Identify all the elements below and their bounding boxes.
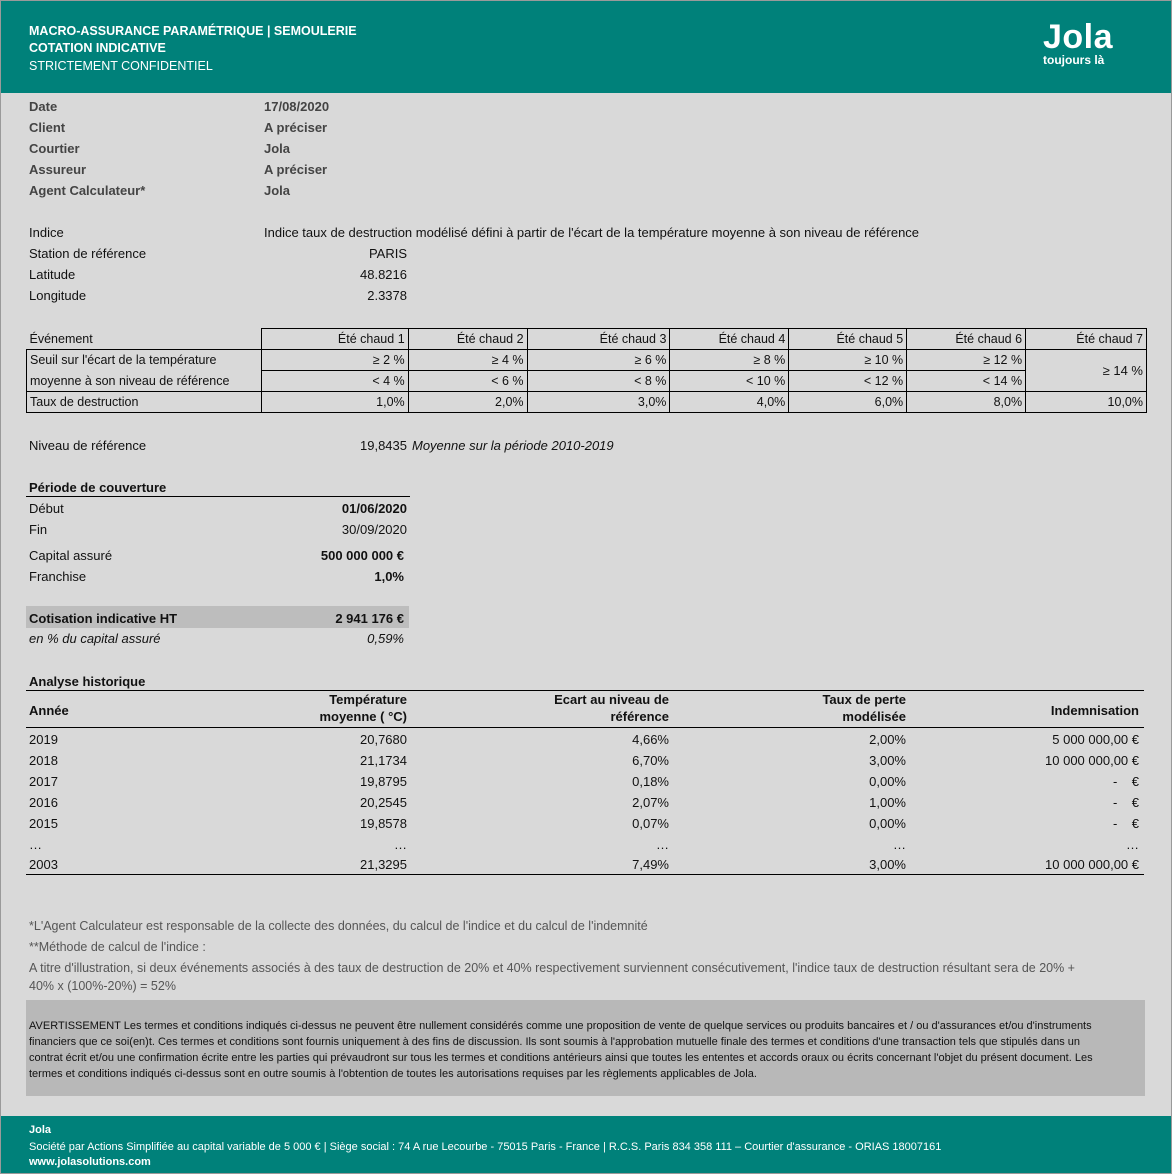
history-indemn: … bbox=[1126, 837, 1139, 852]
threshold-lower: ≥ 4 % bbox=[408, 350, 527, 371]
event-label: Événement bbox=[27, 329, 262, 350]
footer-legal: Société par Actions Simplifiée au capital variable de 5 000 € | Siège social : 74 A rue Lecourbe - 75015 Paris - France | R.C.S. Paris 834 358 111 – Courtier d'assurance - ORIAS 18007161 bbox=[29, 1141, 942, 1153]
history-temp: 21,3295 bbox=[360, 857, 407, 872]
event-name: Été chaud 5 bbox=[789, 329, 907, 350]
history-year: … bbox=[29, 837, 42, 852]
info-label-client: Client bbox=[29, 120, 66, 135]
history-loss: 2,00% bbox=[869, 732, 906, 747]
longitude-label: Longitude bbox=[29, 288, 87, 303]
destruction-rate: 2,0% bbox=[408, 392, 527, 413]
history-indemn: 10 000 000,00 € bbox=[1045, 857, 1139, 872]
history-bottom-divider bbox=[26, 874, 1144, 875]
info-label-agent: Agent Calculateur* bbox=[29, 183, 146, 198]
event-name: Été chaud 1 bbox=[261, 329, 408, 350]
history-col-year: Année bbox=[29, 703, 69, 718]
coverage-start-value: 01/06/2020 bbox=[341, 501, 407, 516]
info-value-agent: Jola bbox=[264, 183, 291, 198]
history-row bbox=[28, 837, 1140, 858]
history-top-divider bbox=[26, 690, 1144, 691]
event-name: Été chaud 6 bbox=[907, 329, 1026, 350]
station-label: Station de référence bbox=[29, 246, 147, 261]
threshold-lower-row bbox=[27, 350, 1147, 371]
history-loss: 0,00% bbox=[869, 774, 906, 789]
document-title: MACRO-ASSURANCE PARAMÉTRIQUE | SEMOULERIE bbox=[29, 24, 357, 38]
history-row bbox=[28, 732, 1140, 753]
threshold-upper: < 8 % bbox=[527, 371, 670, 392]
footnote-method-line1: A titre d'illustration, si deux événements associés à des taux de destruction de 20% et 40% respectivement surviennent consécutivement, l'indice taux de destruction résultant sera de 20% + bbox=[29, 961, 1075, 975]
index-value: Indice taux de destruction modélisé défini à partir de l'écart de la température moyenne à son niveau de référence bbox=[264, 225, 920, 240]
history-gap: 2,07% bbox=[632, 795, 669, 810]
history-year: 2018 bbox=[29, 753, 58, 768]
header-banner bbox=[1, 1, 1171, 93]
threshold-upper: < 6 % bbox=[408, 371, 527, 392]
info-label-insurer: Assureur bbox=[29, 162, 87, 177]
history-indemn: - € bbox=[1112, 795, 1139, 810]
history-header-divider bbox=[26, 727, 1144, 728]
history-col-gap-1: Ecart au niveau de bbox=[554, 692, 669, 707]
document-subtitle: COTATION INDICATIVE bbox=[29, 41, 166, 55]
history-year: 2019 bbox=[29, 732, 58, 747]
reference-value: 19,8435 bbox=[360, 438, 407, 453]
history-row bbox=[28, 774, 1140, 795]
footnote-method-title: **Méthode de calcul de l'indice : bbox=[29, 940, 206, 954]
premium-value: 2 941 176 € bbox=[335, 611, 404, 626]
history-loss: … bbox=[893, 837, 906, 852]
footer-banner bbox=[1, 1116, 1171, 1173]
destruction-row bbox=[27, 392, 1147, 413]
history-temp: 19,8578 bbox=[360, 816, 407, 831]
threshold-lower: ≥ 8 % bbox=[670, 350, 789, 371]
footnote-method-line2: 40% x (100%-20%) = 52% bbox=[29, 979, 176, 993]
history-col-loss-2: modélisée bbox=[842, 709, 906, 724]
destruction-rate: 8,0% bbox=[907, 392, 1026, 413]
history-col-indemn: Indemnisation bbox=[1050, 703, 1139, 718]
history-indemn: 10 000 000,00 € bbox=[1045, 753, 1139, 768]
history-col-temp-1: Température bbox=[329, 692, 407, 707]
history-temp: 20,2545 bbox=[360, 795, 407, 810]
capital-label: Capital assuré bbox=[29, 548, 113, 563]
destruction-rate: 1,0% bbox=[261, 392, 408, 413]
history-row bbox=[28, 816, 1140, 837]
coverage-start-label: Début bbox=[29, 501, 64, 516]
coverage-end-label: Fin bbox=[29, 522, 48, 537]
history-loss: 3,00% bbox=[869, 753, 906, 768]
history-row bbox=[28, 753, 1140, 774]
threshold-lower: ≥ 12 % bbox=[907, 350, 1026, 371]
confidentiality-label: STRICTEMENT CONFIDENTIEL bbox=[29, 59, 213, 73]
threshold-label-line1: Seuil sur l'écart de la température bbox=[27, 350, 262, 371]
coverage-title: Période de couverture bbox=[29, 480, 167, 495]
logo-name: Jola bbox=[1043, 18, 1114, 56]
history-temp: 20,7680 bbox=[360, 732, 407, 747]
history-temp: 21,1734 bbox=[360, 753, 407, 768]
info-value-broker: Jola bbox=[264, 141, 291, 156]
destruction-rate: 6,0% bbox=[789, 392, 907, 413]
threshold-upper: < 12 % bbox=[789, 371, 907, 392]
event-name: Été chaud 3 bbox=[527, 329, 670, 350]
event-name: Été chaud 2 bbox=[408, 329, 527, 350]
threshold-upper: < 10 % bbox=[670, 371, 789, 392]
capital-value: 500 000 000 € bbox=[320, 548, 404, 563]
jola-logo bbox=[1043, 19, 1113, 67]
info-value-insurer: A préciser bbox=[264, 162, 328, 177]
events-table bbox=[26, 328, 1147, 413]
history-loss: 3,00% bbox=[869, 857, 906, 872]
premium-pct-label: en % du capital assuré bbox=[29, 631, 161, 646]
threshold-upper: < 14 % bbox=[907, 371, 1026, 392]
history-gap: 6,70% bbox=[632, 753, 669, 768]
longitude-value: 2.3378 bbox=[367, 288, 407, 303]
threshold-lower: ≥ 6 % bbox=[527, 350, 670, 371]
history-col-loss-1: Taux de perte bbox=[822, 692, 906, 707]
franchise-label: Franchise bbox=[29, 569, 87, 584]
premium-label: Cotisation indicative HT bbox=[29, 611, 178, 626]
history-year: 2016 bbox=[29, 795, 58, 810]
latitude-value: 48.8216 bbox=[360, 267, 407, 282]
history-temp: 19,8795 bbox=[360, 774, 407, 789]
station-value: PARIS bbox=[368, 246, 407, 261]
index-label: Indice bbox=[29, 225, 64, 240]
history-gap: 7,49% bbox=[632, 857, 669, 872]
threshold-label-line2: moyenne à son niveau de référence bbox=[27, 371, 262, 392]
event-name: Été chaud 7 bbox=[1026, 329, 1147, 350]
premium-pct-value: 0,59% bbox=[367, 631, 404, 646]
info-value-date: 17/08/2020 bbox=[264, 99, 330, 114]
threshold-upper-row bbox=[27, 371, 1147, 392]
history-title: Analyse historique bbox=[29, 674, 146, 689]
history-gap: 0,07% bbox=[632, 816, 669, 831]
footer-website-link[interactable]: www.jolasolutions.com bbox=[29, 1156, 151, 1168]
history-gap: … bbox=[656, 837, 669, 852]
coverage-divider bbox=[26, 496, 410, 497]
destruction-rate: 10,0% bbox=[1026, 392, 1147, 413]
info-label-broker: Courtier bbox=[29, 141, 80, 156]
footer-company: Jola bbox=[29, 1124, 52, 1136]
reference-label: Niveau de référence bbox=[29, 438, 147, 453]
footnote-agent: *L'Agent Calculateur est responsable de la collecte des données, du calcul de l'indice et du calcul de l'indemnité bbox=[29, 919, 648, 933]
history-indemn: 5 000 000,00 € bbox=[1052, 732, 1139, 747]
franchise-value: 1,0% bbox=[374, 569, 404, 584]
info-value-client: A préciser bbox=[264, 120, 328, 135]
history-loss: 0,00% bbox=[869, 816, 906, 831]
event-name: Été chaud 4 bbox=[670, 329, 789, 350]
threshold-lower: ≥ 10 % bbox=[789, 350, 907, 371]
history-row bbox=[28, 795, 1140, 816]
latitude-label: Latitude bbox=[29, 267, 76, 282]
history-gap: 0,18% bbox=[632, 774, 669, 789]
coverage-end-value: 30/09/2020 bbox=[341, 522, 407, 537]
warning-box bbox=[26, 1000, 1145, 1096]
history-col-gap-2: référence bbox=[610, 709, 669, 724]
info-label-date: Date bbox=[29, 99, 58, 114]
history-year: 2003 bbox=[29, 857, 58, 872]
warning-text: AVERTISSEMENT Les termes et conditions indiqués ci-dessus ne peuvent être nullement considérés comme une proposition de vente de quelque services ou produits bancaires et / ou d'assurances et/ou d'instruments financiers que ce soi(en)t. Ces termes et conditions sont fournis uniquement à des fins de discussion. Ils sont soumis à l'approbation mutuelle finale des termes et conditions d'une transaction tels que stipulés dans un contrat écrit et/ou une confirmation écrite entre les parties qui prévaudront sur tous les termes et conditions antérieurs ainsi que toutes les ententes et accords oraux ou écrits concernant l'objet du présent document. Les termes et conditions indiqués ci-dessus sont en outre soumis à l'obtention de toutes les autorisations requises par les règlements applicables de Jola. bbox=[29, 1020, 1093, 1080]
history-loss: 1,00% bbox=[869, 795, 906, 810]
destruction-label: Taux de destruction bbox=[27, 392, 262, 413]
logo-tagline: toujours là bbox=[1043, 53, 1105, 67]
threshold-upper: < 4 % bbox=[261, 371, 408, 392]
history-gap: 4,66% bbox=[632, 732, 669, 747]
history-indemn: - € bbox=[1112, 816, 1139, 831]
history-indemn: - € bbox=[1112, 774, 1139, 789]
threshold-lower: ≥ 2 % bbox=[261, 350, 408, 371]
threshold-last: ≥ 14 % bbox=[1026, 350, 1147, 392]
destruction-rate: 4,0% bbox=[670, 392, 789, 413]
events-header-row bbox=[27, 329, 1147, 350]
history-year: 2017 bbox=[29, 774, 58, 789]
destruction-rate: 3,0% bbox=[527, 392, 670, 413]
reference-note: Moyenne sur la période 2010-2019 bbox=[412, 438, 614, 453]
history-year: 2015 bbox=[29, 816, 58, 831]
history-temp: … bbox=[394, 837, 407, 852]
history-col-temp-2: moyenne ( °C) bbox=[319, 709, 407, 724]
